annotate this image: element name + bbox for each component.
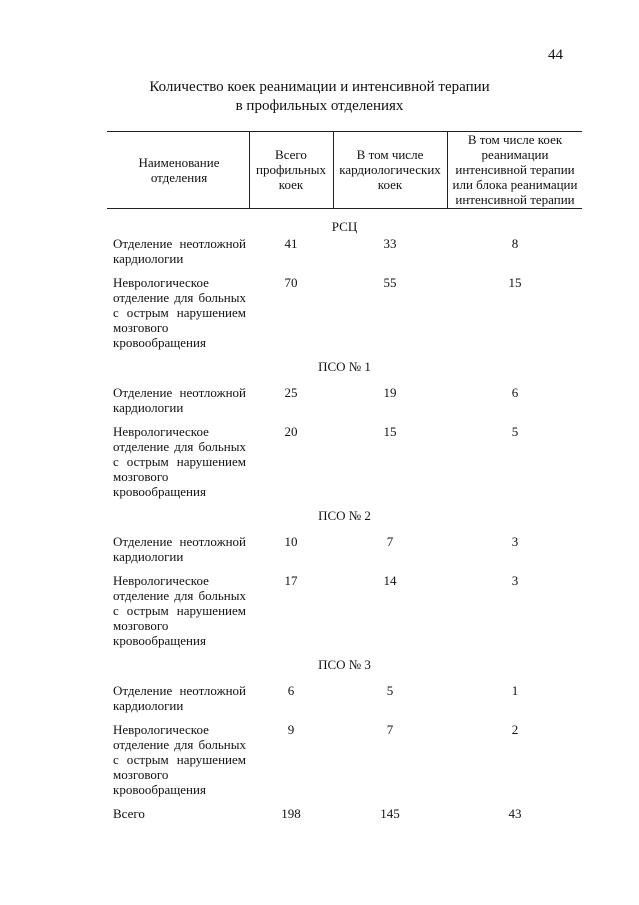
row-cardio: 7	[386, 722, 394, 737]
row-icu: 3	[511, 573, 519, 588]
section-title: ПСО № 1	[318, 359, 371, 374]
row-icu: 3	[511, 534, 519, 549]
row-total: 6	[287, 683, 295, 698]
title-line-1: Количество коек реанимации и интенсивной терапии	[149, 79, 490, 95]
row-total: 10	[284, 534, 298, 549]
row-name: Неврологическое отделение для больных с острым нарушением мозгового кровообращения	[113, 424, 246, 499]
header-total: Всего профильных коек	[256, 147, 326, 192]
header-bottom-rule	[107, 208, 582, 209]
row-icu: 8	[511, 236, 519, 251]
row-name: Неврологическое отделение для больных с острым нарушением мозгового кровообращения	[113, 275, 246, 350]
section-title: ПСО № 3	[318, 657, 371, 672]
row-icu: 2	[511, 722, 519, 737]
row-name: Неврологическое отделение для больных с острым нарушением мозгового кровообращения	[113, 722, 246, 797]
row-cardio: 33	[383, 236, 397, 251]
total-label: Всего	[113, 806, 145, 821]
total-total: 198	[281, 806, 301, 821]
row-cardio: 19	[383, 385, 397, 400]
row-name: Неврологическое отделение для больных с острым нарушением мозгового кровообращения	[113, 573, 246, 648]
row-total: 41	[284, 236, 298, 251]
table-title	[0, 78, 639, 116]
column-divider	[333, 131, 334, 208]
row-total: 25	[284, 385, 298, 400]
row-cardio: 5	[386, 683, 394, 698]
row-name: Отделение неотложной кардиологии	[113, 385, 246, 415]
row-icu: 1	[511, 683, 519, 698]
row-total: 17	[284, 573, 298, 588]
row-cardio: 15	[383, 424, 397, 439]
section-title: РСЦ	[331, 219, 358, 234]
row-total: 20	[284, 424, 298, 439]
header-cardio: В том числе кардиологических коек	[339, 147, 441, 192]
total-cardio: 145	[380, 806, 400, 821]
page-number: 44	[548, 47, 563, 63]
row-total: 70	[284, 275, 298, 290]
row-icu: 5	[511, 424, 519, 439]
title-line-2: в профильных отделениях	[235, 98, 404, 114]
row-name: Отделение неотложной кардиологии	[113, 683, 246, 713]
row-total: 9	[287, 722, 295, 737]
header-name: Наименование отделения	[138, 154, 220, 185]
row-name: Отделение неотложной кардиологии	[113, 534, 246, 564]
row-icu: 15	[508, 275, 522, 290]
row-cardio: 55	[383, 275, 397, 290]
row-name: Отделение неотложной кардиологии	[113, 236, 246, 266]
header-icu: В том числе коек реанимации интенсивной терапии или блока реанимации интенсивной терапии	[452, 132, 578, 207]
row-cardio: 14	[383, 573, 397, 588]
column-divider	[447, 131, 448, 208]
total-icu: 43	[508, 806, 522, 821]
row-icu: 6	[511, 385, 519, 400]
column-divider	[249, 131, 250, 208]
section-title: ПСО № 2	[318, 508, 371, 523]
row-cardio: 7	[386, 534, 394, 549]
